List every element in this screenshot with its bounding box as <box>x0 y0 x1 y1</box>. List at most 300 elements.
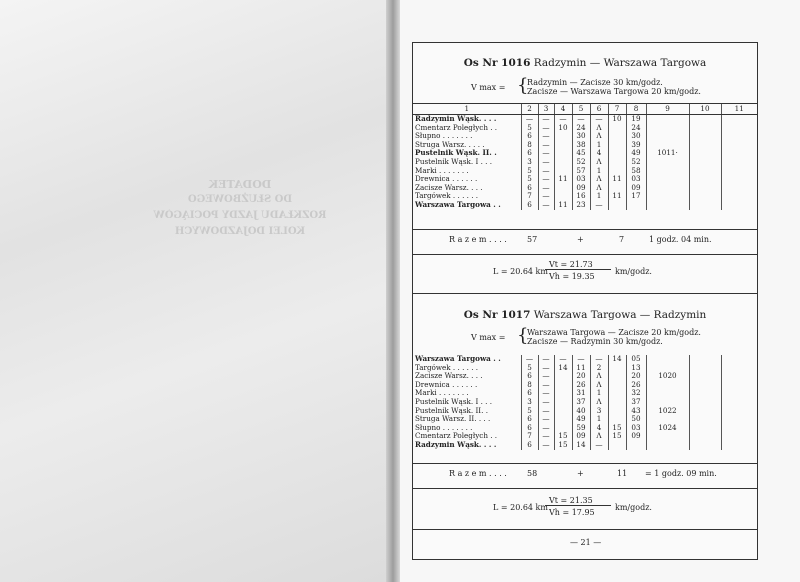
cell-c11 <box>721 184 757 193</box>
cell-c6: 2 <box>590 364 608 373</box>
station-name: Drewnica . . . . . . <box>415 175 478 184</box>
cell-c2: 7 <box>521 192 538 201</box>
cell-c9 <box>646 175 689 184</box>
cell-c8: 13 <box>626 364 646 373</box>
cell-c7: 15 <box>608 424 626 433</box>
cell-c3: — <box>538 389 554 398</box>
cell-c11 <box>721 372 757 381</box>
cell-c4 <box>554 407 572 416</box>
cell-c3: — <box>538 432 554 441</box>
left-page <box>0 0 390 582</box>
cell-c9 <box>646 141 689 150</box>
station-name: Radzymin Wąsk. . . . <box>415 114 497 123</box>
column-header: 9 <box>646 104 689 115</box>
cell-c10 <box>689 364 721 373</box>
cell-c4: — <box>554 355 572 364</box>
brace-icon: { <box>517 325 529 346</box>
cell-c4 <box>554 167 572 176</box>
station-name: Zacisze Warsz. . . . <box>415 183 483 192</box>
section2-summary <box>413 463 757 489</box>
fraction-bar <box>545 269 611 270</box>
cell-c6: Λ <box>590 432 608 441</box>
timetable-frame <box>412 42 758 560</box>
station-name: Słupno . . . . . . . <box>415 423 473 432</box>
cell-c2: 7 <box>521 432 538 441</box>
cell-c8: 17 <box>626 192 646 201</box>
table-row <box>413 432 757 441</box>
table-row <box>413 115 757 124</box>
column-header: 5 <box>572 104 590 115</box>
cell-c4: 11 <box>554 201 572 210</box>
table-row <box>413 355 757 364</box>
cell-c10 <box>689 141 721 150</box>
cell-c3: — <box>538 355 554 364</box>
cell-c2: 6 <box>521 132 538 141</box>
cell-c11 <box>721 149 757 158</box>
section1-summary <box>413 229 757 255</box>
cell-c11 <box>721 175 757 184</box>
cell-c11 <box>721 432 757 441</box>
cell-c5: 20 <box>572 372 590 381</box>
cell-c6: 1 <box>590 192 608 201</box>
cell-c5: — <box>572 115 590 124</box>
cell-c9 <box>646 432 689 441</box>
cell-c3: — <box>538 167 554 176</box>
cell-c5: 09 <box>572 432 590 441</box>
cell-c5: 30 <box>572 132 590 141</box>
section1-train-number: Os Nr 1016 <box>463 57 531 69</box>
section2-vmax-line2: Zacisze — Radzymin 30 km/godz. <box>527 337 663 346</box>
cell-c5: 14 <box>572 441 590 450</box>
cell-c8: 09 <box>626 184 646 193</box>
cell-c9 <box>646 415 689 424</box>
cell-c9 <box>646 398 689 407</box>
cell-c4: 11 <box>554 175 572 184</box>
cell-c5: 24 <box>572 124 590 133</box>
station-name: Struga Warsz. II. . . . <box>415 415 491 424</box>
cell-c11 <box>721 167 757 176</box>
cell-c7 <box>608 132 626 141</box>
station-name: Cmentarz Poległych . . <box>415 432 498 441</box>
column-header: 2 <box>521 104 538 115</box>
summary-time: 1 godz. 04 min. <box>649 235 712 244</box>
cell-c2: 6 <box>521 415 538 424</box>
cell-c4: 15 <box>554 441 572 450</box>
cell-c3: — <box>538 424 554 433</box>
cell-c2: 5 <box>521 175 538 184</box>
cell-c11 <box>721 115 757 124</box>
cell-c8: 09 <box>626 432 646 441</box>
cell-c10 <box>689 355 721 364</box>
cell-c10 <box>689 124 721 133</box>
cell-c9 <box>646 441 689 450</box>
cell-c3: — <box>538 441 554 450</box>
table-row <box>413 407 757 416</box>
cell-c8: 20 <box>626 372 646 381</box>
cell-c6: 1 <box>590 415 608 424</box>
cell-c3: — <box>538 407 554 416</box>
cell-c11 <box>721 364 757 373</box>
cell-c8: 19 <box>626 115 646 124</box>
cell-c6: — <box>590 355 608 364</box>
cell-c7 <box>608 184 626 193</box>
cell-c10 <box>689 132 721 141</box>
cell-c7: 11 <box>608 192 626 201</box>
cell-c8: 58 <box>626 167 646 176</box>
cell-c6: Λ <box>590 158 608 167</box>
table-row <box>413 149 757 158</box>
cell-c7 <box>608 398 626 407</box>
cell-c6: 1 <box>590 389 608 398</box>
cell-c2: 5 <box>521 124 538 133</box>
station-name: Marki . . . . . . . <box>415 166 469 175</box>
cell-c8: 32 <box>626 389 646 398</box>
cell-c8: 50 <box>626 415 646 424</box>
table-row <box>413 424 757 433</box>
table-row <box>413 415 757 424</box>
column-header: 10 <box>689 104 721 115</box>
cell-c8: 52 <box>626 158 646 167</box>
table-row <box>413 441 757 450</box>
section2-train-number: Os Nr 1017 <box>463 309 531 321</box>
cell-c9 <box>646 381 689 390</box>
column-header: 1 <box>413 104 521 115</box>
cell-c8: 26 <box>626 381 646 390</box>
brace-icon: { <box>517 75 529 96</box>
cell-c5: 03 <box>572 175 590 184</box>
section1-vmax <box>471 75 731 98</box>
ghost-line-3: ROZKŁADU JAZDY POCIĄGÓW <box>153 210 327 221</box>
cell-c10 <box>689 149 721 158</box>
cell-c4 <box>554 398 572 407</box>
cell-c8: 49 <box>626 149 646 158</box>
ghost-line-2: DO SŁUŻBOWEGO <box>187 194 293 205</box>
cell-c3: — <box>538 158 554 167</box>
table-row <box>413 158 757 167</box>
cell-c4: 15 <box>554 432 572 441</box>
summary-label: R a z e m . . . . <box>449 469 507 478</box>
cell-c11 <box>721 192 757 201</box>
section2-vmax-label: V max = <box>471 333 506 342</box>
cell-c2: 3 <box>521 398 538 407</box>
cell-c11 <box>721 201 757 210</box>
cell-c7 <box>608 381 626 390</box>
formula-unit: km/godz. <box>615 503 652 512</box>
cell-c4 <box>554 149 572 158</box>
column-header: 3 <box>538 104 554 115</box>
cell-c6: Λ <box>590 184 608 193</box>
cell-c3: — <box>538 132 554 141</box>
section2-vmax-line1: Warszawa Targowa — Zacisze 20 km/godz. <box>527 328 701 337</box>
cell-c7 <box>608 441 626 450</box>
station-name: Targówek . . . . . . <box>415 363 479 372</box>
station-name: Marki . . . . . . . <box>415 389 469 398</box>
cell-c6: 4 <box>590 149 608 158</box>
cell-c10 <box>689 407 721 416</box>
cell-c11 <box>721 398 757 407</box>
column-header: 7 <box>608 104 626 115</box>
cell-c9 <box>646 124 689 133</box>
cell-c6: — <box>590 115 608 124</box>
cell-c2: 6 <box>521 441 538 450</box>
section1-table <box>413 103 757 210</box>
cell-c5: 31 <box>572 389 590 398</box>
cell-c3: — <box>538 364 554 373</box>
cell-c4: 10 <box>554 124 572 133</box>
section1-vmax-label: V max = <box>471 83 506 92</box>
cell-c7 <box>608 158 626 167</box>
cell-c3: — <box>538 149 554 158</box>
cell-c10 <box>689 201 721 210</box>
cell-c7 <box>608 407 626 416</box>
section1-route: Radzymin — Warszawa Targowa <box>533 57 707 69</box>
table-row <box>413 124 757 133</box>
cell-c7: 11 <box>608 175 626 184</box>
cell-c11 <box>721 132 757 141</box>
ghost-line-1: DODATEK <box>208 178 272 191</box>
cell-c4 <box>554 415 572 424</box>
cell-c11 <box>721 141 757 150</box>
cell-c5: 09 <box>572 184 590 193</box>
section1-vmax-line2: Zacisze — Warszawa Targowa 20 km/godz. <box>527 87 701 96</box>
cell-c3: — <box>538 115 554 124</box>
cell-c10 <box>689 158 721 167</box>
cell-c9 <box>646 364 689 373</box>
cell-c9 <box>646 115 689 124</box>
cell-c3: — <box>538 381 554 390</box>
column-header: 6 <box>590 104 608 115</box>
cell-c5: 59 <box>572 424 590 433</box>
cell-c7 <box>608 167 626 176</box>
table-row <box>413 201 757 210</box>
cell-c7: 10 <box>608 115 626 124</box>
cell-c5: 23 <box>572 201 590 210</box>
cell-c4 <box>554 192 572 201</box>
station-name: Zacisze Warsz. . . . <box>415 372 483 381</box>
cell-c2: — <box>521 355 538 364</box>
cell-c6: 1 <box>590 167 608 176</box>
cell-c3: — <box>538 175 554 184</box>
formula-vt: Vt = 21.73 <box>549 260 593 269</box>
cell-c7 <box>608 124 626 133</box>
section-divider <box>413 293 757 294</box>
page-number: — 21 — <box>570 538 602 547</box>
section1-title <box>413 57 757 69</box>
fraction-bar <box>545 505 611 506</box>
cell-c7 <box>608 149 626 158</box>
cell-c7 <box>608 389 626 398</box>
cell-c11 <box>721 407 757 416</box>
cell-c2: 8 <box>521 381 538 390</box>
table-row <box>413 372 757 381</box>
ghost-line-4: KOLEI DOJAZDOWYCH <box>174 226 306 237</box>
cell-c9 <box>646 389 689 398</box>
station-name: Pustelnik Wąsk. II. . <box>415 406 488 415</box>
cell-c8: 30 <box>626 132 646 141</box>
table-row <box>413 167 757 176</box>
cell-c8 <box>626 201 646 210</box>
cell-c6: — <box>590 441 608 450</box>
cell-c10 <box>689 372 721 381</box>
cell-c7: 14 <box>608 355 626 364</box>
cell-c3: — <box>538 192 554 201</box>
column-header: 4 <box>554 104 572 115</box>
cell-c9 <box>646 192 689 201</box>
cell-c8: 05 <box>626 355 646 364</box>
cell-c10 <box>689 441 721 450</box>
table-row <box>413 381 757 390</box>
cell-c6: Λ <box>590 132 608 141</box>
cell-c9: 1020 <box>646 372 689 381</box>
cell-c3: — <box>538 398 554 407</box>
cell-c2: 6 <box>521 424 538 433</box>
cell-c3: — <box>538 201 554 210</box>
cell-c5: 45 <box>572 149 590 158</box>
cell-c2: 6 <box>521 149 538 158</box>
cell-c4 <box>554 141 572 150</box>
table-row <box>413 398 757 407</box>
cell-c6: Λ <box>590 124 608 133</box>
cell-c10 <box>689 424 721 433</box>
cell-c9 <box>646 158 689 167</box>
cell-c4 <box>554 132 572 141</box>
table-row <box>413 192 757 201</box>
cell-c8: 24 <box>626 124 646 133</box>
cell-c5: 52 <box>572 158 590 167</box>
cell-c5: 16 <box>572 192 590 201</box>
cell-c2: 6 <box>521 372 538 381</box>
cell-c5: 37 <box>572 398 590 407</box>
cell-c2: 5 <box>521 407 538 416</box>
summary-km: 57 <box>527 235 538 244</box>
cell-c10 <box>689 115 721 124</box>
table-row <box>413 184 757 193</box>
cell-c9: 1011· <box>646 149 689 158</box>
table-header-row <box>413 104 757 115</box>
station-name: Pustelnik Wąsk. I . . . <box>415 157 492 166</box>
formula-vh: Vh = 19.35 <box>549 272 595 281</box>
cell-c5: 26 <box>572 381 590 390</box>
summary-stop: 11 <box>617 469 628 478</box>
cell-c8: 43 <box>626 407 646 416</box>
station-name: Drewnica . . . . . . <box>415 380 478 389</box>
cell-c11 <box>721 158 757 167</box>
cell-c2: 6 <box>521 389 538 398</box>
summary-plus: + <box>577 235 584 244</box>
formula-length: L = 20.64 km <box>493 267 548 276</box>
cell-c4 <box>554 372 572 381</box>
cell-c7 <box>608 372 626 381</box>
cell-c11 <box>721 389 757 398</box>
column-header: 11 <box>721 104 757 115</box>
station-name: Radzymin Wąsk. . . . <box>415 440 497 449</box>
cell-c8: 37 <box>626 398 646 407</box>
cell-c4 <box>554 424 572 433</box>
cell-c2: 8 <box>521 141 538 150</box>
summary-km: 58 <box>527 469 538 478</box>
cell-c10 <box>689 184 721 193</box>
cell-c2: 5 <box>521 167 538 176</box>
station-name: Cmentarz Poległych . . <box>415 123 498 132</box>
section2-title <box>413 309 757 321</box>
cell-c8: 39 <box>626 141 646 150</box>
station-name: Warszawa Targowa . . <box>415 200 501 209</box>
cell-c6: 1 <box>590 141 608 150</box>
cell-c6: 4 <box>590 424 608 433</box>
cell-c11 <box>721 415 757 424</box>
cell-c8 <box>626 441 646 450</box>
cell-c5: 49 <box>572 415 590 424</box>
summary-plus: + <box>577 469 584 478</box>
cell-c7 <box>608 141 626 150</box>
cell-c10 <box>689 389 721 398</box>
station-name: Targówek . . . . . . <box>415 192 479 201</box>
cell-c9 <box>646 184 689 193</box>
station-name: Pustelnik Wąsk. II. . <box>415 149 497 158</box>
cell-c11 <box>721 124 757 133</box>
cell-c9 <box>646 132 689 141</box>
summary-time: = 1 godz. 09 min. <box>645 469 717 478</box>
cell-c4: — <box>554 115 572 124</box>
cell-c9 <box>646 201 689 210</box>
cell-c4: 14 <box>554 364 572 373</box>
cell-c2: 5 <box>521 364 538 373</box>
section2-vmax <box>471 325 741 348</box>
formula-length: L = 20.64 km <box>493 503 548 512</box>
cell-c5: — <box>572 355 590 364</box>
cell-c11 <box>721 424 757 433</box>
formula-vh: Vh = 17.95 <box>549 508 595 517</box>
cell-c9: 1024 <box>646 424 689 433</box>
cell-c5: 57 <box>572 167 590 176</box>
section2-formula <box>413 495 757 525</box>
table-row <box>413 364 757 373</box>
cell-c2: 3 <box>521 158 538 167</box>
cell-c10 <box>689 381 721 390</box>
cell-c3: — <box>538 415 554 424</box>
cell-c10 <box>689 415 721 424</box>
cell-c10 <box>689 167 721 176</box>
bottom-rule <box>413 529 757 530</box>
cell-c3: — <box>538 141 554 150</box>
cell-c9 <box>646 355 689 364</box>
cell-c8: 03 <box>626 424 646 433</box>
column-header: 8 <box>626 104 646 115</box>
cell-c2: 6 <box>521 201 538 210</box>
cell-c10 <box>689 398 721 407</box>
cell-c3: — <box>538 184 554 193</box>
cell-c7: 15 <box>608 432 626 441</box>
section1-vmax-line1: Radzymin — Zacisze 30 km/godz. <box>527 78 663 87</box>
cell-c3: — <box>538 124 554 133</box>
cell-c4 <box>554 381 572 390</box>
cell-c10 <box>689 175 721 184</box>
summary-stop: 7 <box>619 235 625 244</box>
cell-c10 <box>689 192 721 201</box>
section2-route: Warszawa Targowa — Radzymin <box>533 309 707 321</box>
cell-c6: — <box>590 201 608 210</box>
cell-c4 <box>554 184 572 193</box>
cell-c8: 03 <box>626 175 646 184</box>
cell-c7 <box>608 415 626 424</box>
table-row <box>413 141 757 150</box>
cell-c2: 6 <box>521 184 538 193</box>
cell-c11 <box>721 381 757 390</box>
cell-c6: Λ <box>590 381 608 390</box>
cell-c7 <box>608 201 626 210</box>
station-name: Pustelnik Wąsk. I . . . <box>415 397 492 406</box>
station-name: Struga Warsz. . . . . <box>415 140 485 149</box>
